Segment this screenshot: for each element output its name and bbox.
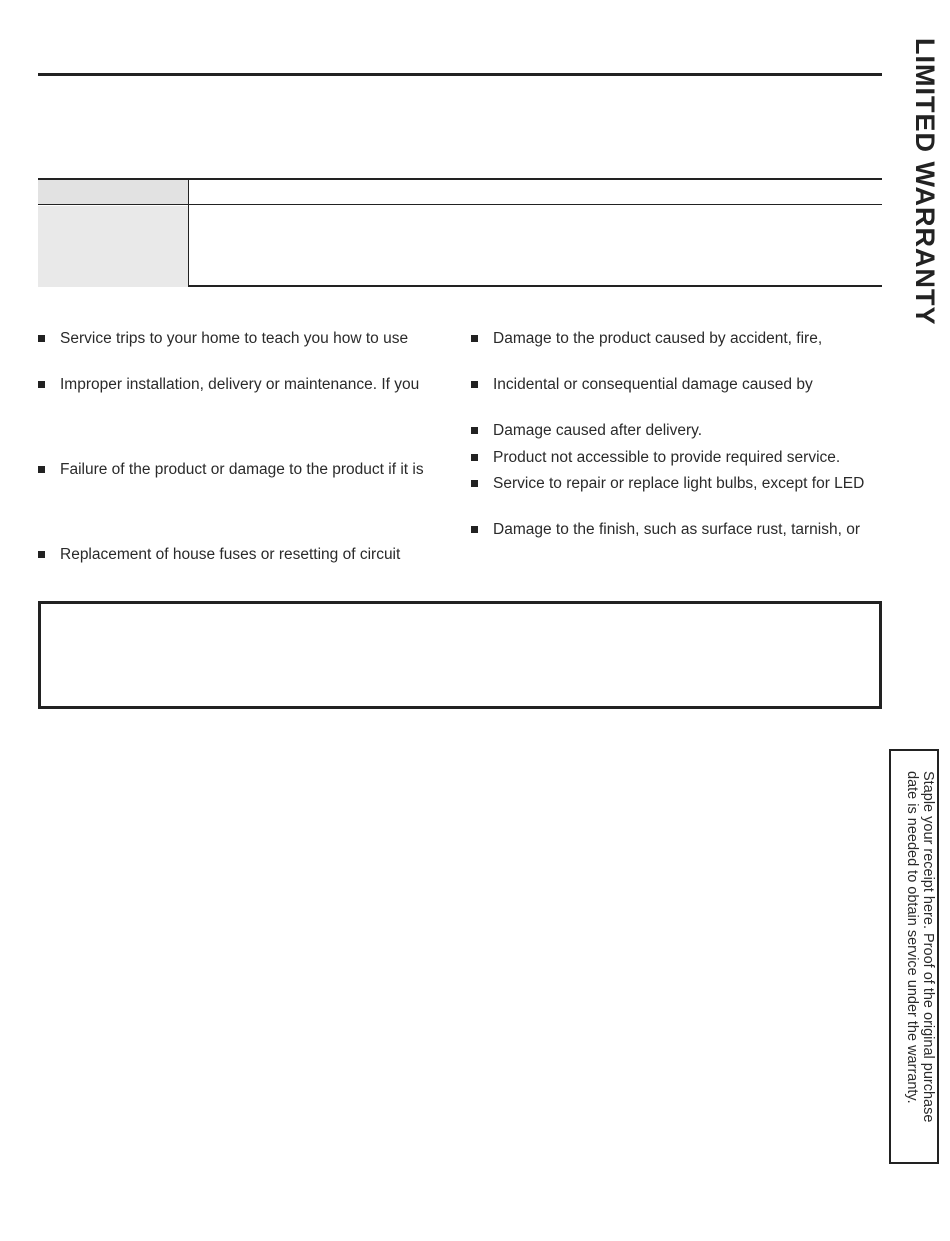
bullet-square-icon: [38, 466, 45, 473]
side-title-text: LIMITED WARRANTY: [910, 38, 940, 326]
notice-box: [38, 601, 882, 709]
table-header-cell: [38, 180, 188, 204]
table-body-cell: [38, 206, 188, 287]
bullet-square-icon: [471, 480, 478, 487]
bullet-square-icon: [471, 335, 478, 342]
receipt-note-line-1: Staple your receipt here. Proof of the original purchase: [920, 771, 936, 1123]
table-header-rule: [38, 204, 882, 205]
receipt-staple-box: [889, 749, 939, 1164]
top-rule: [38, 73, 882, 76]
warranty-period-table: [38, 178, 882, 287]
bullet-square-icon: [38, 551, 45, 558]
bullet-square-icon: [471, 454, 478, 461]
receipt-note: [904, 771, 936, 1122]
bullet-square-icon: [471, 427, 478, 434]
bullet-square-icon: [38, 381, 45, 388]
bullet-square-icon: [38, 335, 45, 342]
receipt-note-line-2: date is needed to obtain service under the warranty.: [904, 771, 920, 1104]
bullet-square-icon: [471, 381, 478, 388]
table-column-divider: [188, 180, 189, 287]
bullet-square-icon: [471, 526, 478, 533]
